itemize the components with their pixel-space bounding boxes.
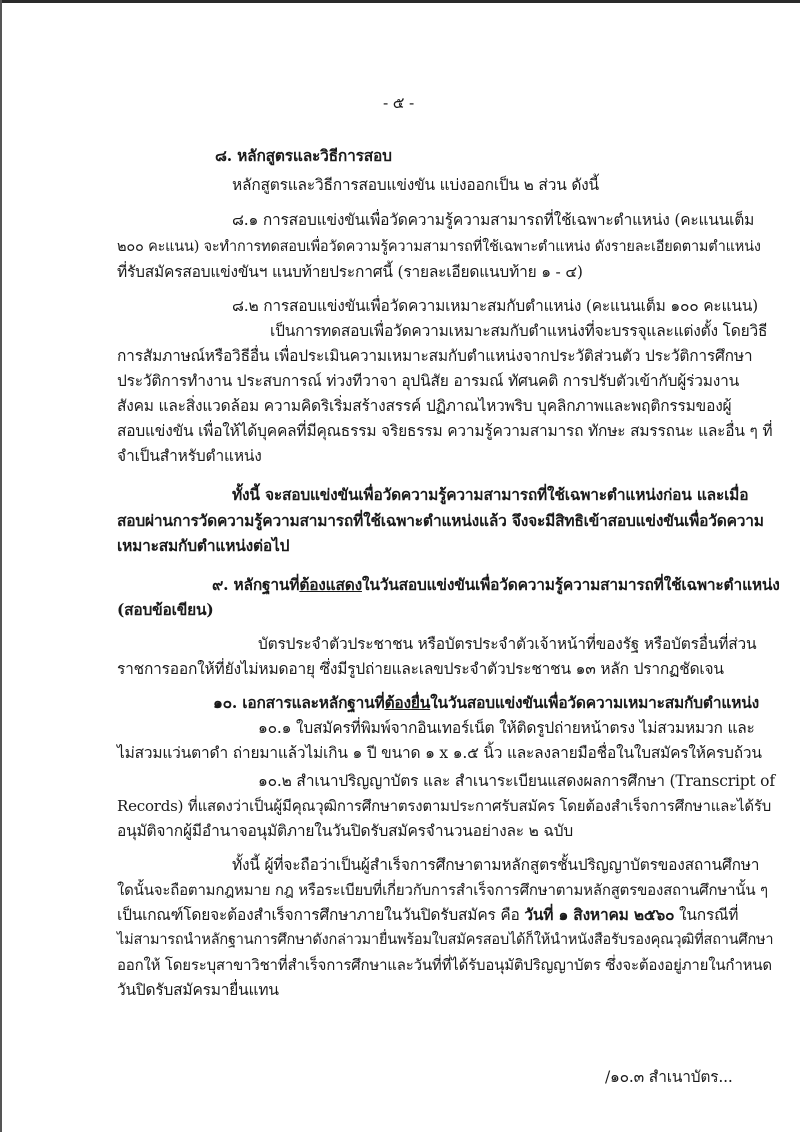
section-10-heading <box>213 693 759 713</box>
section-8-2-line: ๘.๒ การสอบแข่งขันเพื่อวัดความเหมาะสมกับตำแหน่ง (คะแนนเต็ม ๑๐๐ คะแนน) <box>232 297 758 315</box>
section-8-note-line: สอบผ่านการวัดความรู้ความสามารถที่ใช้เฉพาะตำแหน่งแล้ว จึงจะมีสิทธิเข้าสอบแข่งขันเพื่อวัดความ <box>117 511 764 530</box>
section-10-heading-pre: ๑๐. เอกสารและหลักฐานที่ <box>213 693 385 712</box>
section-8-2-line: การสัมภาษณ์หรือวิธีอื่น เพื่อประเมินความเหมาะสมกับตำแหน่งจากประวัติส่วนตัว ประวัติการศึกษา <box>117 347 753 365</box>
section-10-2-line: Records) ที่แสดงว่าเป็นผู้มีคุณวุฒิการศึกษาตรงตามประกาศรับสมัคร โดยต้องสำเร็จการศึกษาและได้รับ <box>117 797 772 815</box>
section-9-body-line: บัตรประจำตัวประชาชน หรือบัตรประจำตัวเจ้าหน้าที่ของรัฐ หรือบัตรอื่นที่ส่วน <box>258 635 757 653</box>
section-9-heading-post: ในวันสอบแข่งขันเพื่อวัดความรู้ความสามารถที่ใช้เฉพาะตำแหน่ง <box>361 575 780 594</box>
section-10-2-line: ๑๐.๒ สำเนาปริญญาบัตร และ สำเนาระเบียนแสดงผลการศึกษา (Transcript of <box>258 772 775 790</box>
section-10-note-line: ออกให้ โดยระบุสาขาวิชาที่สำเร็จการศึกษาและวันที่ที่ได้รับอนุมัติปริญญาบัตร ซึ่งจะต้องอยู่ภายในกำหนด <box>117 956 772 974</box>
section-8-1-line: ๘.๑ การสอบแข่งขันเพื่อวัดความรู้ความสามารถที่ใช้เฉพาะตำแหน่ง (คะแนนเต็ม <box>232 211 755 229</box>
continuation-note: /๑๐.๓ สำเนาบัตร... <box>605 1068 733 1086</box>
section-9-heading <box>212 575 780 595</box>
scan-edge-top <box>0 0 800 3</box>
section-10-note-line <box>117 905 738 925</box>
section-8-2-line: จำเป็นสำหรับตำแหน่ง <box>117 447 262 465</box>
section-10-heading-post: ในวันสอบแข่งขันเพื่อวัดความเหมาะสมกับตำแหน่ง <box>430 693 759 712</box>
section-10-heading-underlined: ต้องยื่น <box>384 693 431 712</box>
section-8-intro: หลักสูตรและวิธีการสอบแข่งขัน แบ่งออกเป็น ๒ ส่วน ดังนี้ <box>232 176 599 194</box>
section-8-2-line: เป็นการทดสอบเพื่อวัดความเหมาะสมกับตำแหน่งที่จะบรรจุและแต่งตั้ง โดยวิธี <box>270 322 768 340</box>
section-10-1-line: ๑๐.๑ ใบสมัครที่พิมพ์จากอินเทอร์เน็ต ให้ติดรูปถ่ายหน้าตรง ไม่สวมหมวก และ <box>258 719 755 737</box>
section-9-heading-underlined: ต้องแสดง <box>299 575 362 594</box>
section-8-2-line: ประวัติการทำงาน ประสบการณ์ ท่วงทีวาจา อุปนิสัย อารมณ์ ทัศนคติ การปรับตัวเข้ากับผู้ร่วมงาน <box>117 372 740 390</box>
section-8-2-line: สอบแข่งขัน เพื่อให้ได้บุคคลที่มีคุณธรรม จริยธรรม ความรู้ความสามารถ ทักษะ สมรรถนะ และอื่น ๆ ที่ <box>117 422 773 440</box>
section-8-note-line: ทั้งนี้ จะสอบแข่งขันเพื่อวัดความรู้ความสามารถที่ใช้เฉพาะตำแหน่งก่อน และเมื่อ <box>232 485 749 504</box>
section-10-2-line: อนุมัติจากผู้มีอำนาจอนุมัติภายในวันปิดรับสมัครจำนวนอย่างละ ๒ ฉบับ <box>117 822 574 840</box>
page-number: - ๕ - <box>383 94 415 112</box>
section-10-note-line: ทั้งนี้ ผู้ที่จะถือว่าเป็นผู้สำเร็จการศึกษาตามหลักสูตรชั้นปริญญาบัตรของสถานศึกษา <box>232 856 760 874</box>
section-10-note-line: วันปิดรับสมัครมายื่นแทน <box>117 981 279 999</box>
section-8-note-line: เหมาะสมกับตำแหน่งต่อไป <box>117 536 290 555</box>
section-8-heading: ๘. หลักสูตรและวิธีการสอบ <box>215 146 392 165</box>
section-9-heading-line2: (สอบข้อเขียน) <box>117 600 214 619</box>
section-9-body-line: ราชการออกให้ที่ยังไม่หมดอายุ ซึ่งมีรูปถ่ายและเลขประจำตัวประชาชน ๑๓ หลัก ปรากฏชัดเจน <box>117 660 724 678</box>
section-8-1-line: ๒๐๐ คะแนน) จะทำการทดสอบเพื่อวัดความรู้ความสามารถที่ใช้เฉพาะตำแหน่ง ดังรายละเอียดตามตำแหน่ง <box>117 239 761 255</box>
note-line3-post: ในกรณีที่ <box>674 906 739 924</box>
section-8-2-line: สังคม และสิ่งแวดล้อม ความคิดริเริ่มสร้างสรรค์ ปฏิภาณไหวพริบ บุคลิกภาพและพฤติกรรมของผู้ <box>117 397 732 415</box>
closing-date: วันที่ ๑ สิงหาคม ๒๕๖๐ <box>524 905 675 924</box>
section-10-1-line: ไม่สวมแว่นตาดำ ถ่ายมาแล้วไม่เกิน ๑ ปี ขนาด ๑ x ๑.๕ นิ้ว และลงลายมือชื่อในใบสมัครให้ครบถ้วน <box>117 744 762 762</box>
section-9-heading-pre: ๙. หลักฐานที่ <box>212 575 300 594</box>
section-8-1-line: ที่รับสมัครสอบแข่งขันฯ แนบท้ายประกาศนี้ (รายละเอียดแนบท้าย ๑ - ๔) <box>117 263 583 281</box>
note-line3-pre: เป็นเกณฑ์โดยจะต้องสำเร็จการศึกษาภายในวันปิดรับสมัคร คือ <box>117 906 525 924</box>
section-10-note-line: ไม่สามารถนำหลักฐานการศึกษาดังกล่าวมายื่นพร้อมใบสมัครสอบได้ก็ให้นำหนังสือรับรองคุณวุฒิที่สถานศึกษา <box>117 932 774 948</box>
scan-edge-left <box>0 0 2 1132</box>
section-10-note-line: ใดนั้นจะถือตามกฎหมาย กฎ หรือระเบียบที่เกี่ยวกับการสำเร็จการศึกษาตามหลักสูตรของสถานศึกษานั้น ๆ <box>117 881 768 899</box>
